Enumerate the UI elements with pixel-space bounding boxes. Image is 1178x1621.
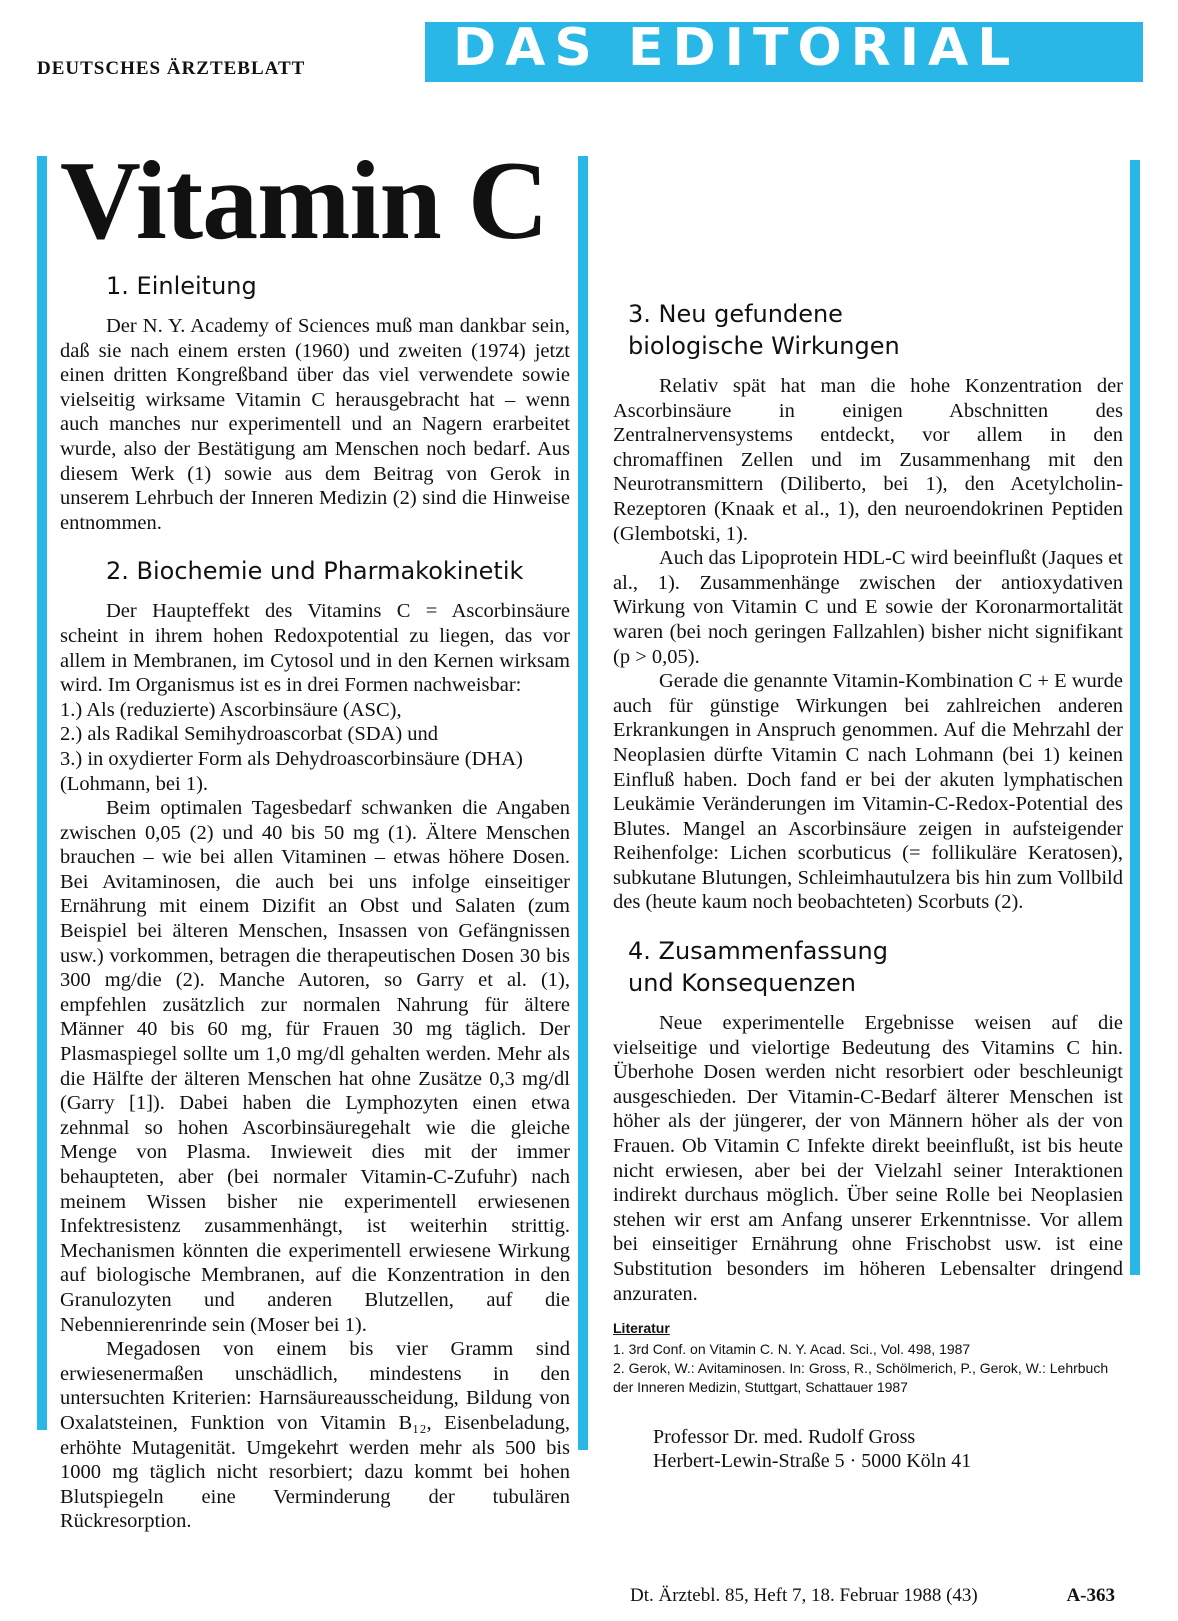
section-3-paragraph-1: Relativ spät hat man die hohe Konzentration der Ascorbinsäure in einigen Abschnitten des Zentralnervensystems entdeckt, vor allem in den chromaffinen Zellen und im Zusammenhang mit den Neurotransmittern (Diliberto, bei 1), den Acetylcholin-Rezeptoren (Knaak et al., 1), den neuroendokrinen Peptiden (Glembotski, 1).	[613, 375, 1123, 545]
right-column-content	[613, 298, 1123, 1473]
section-4-heading-line-2: und Konsequenzen	[628, 969, 856, 998]
section-4-heading-line-1: 4. Zusammenfassung	[628, 937, 888, 966]
section-2-paragraph-2: Beim optimalen Tagesbedarf schwanken die Angaben zwischen 0,05 (2) und 40 bis 50 mg (1). Ältere Menschen brauchen – wie bei allen Vitaminen – etwas höhere Dosen. Bei Avitaminosen, die auch bei uns infolge einseitiger Ernährung mit einem Dizifit an Obst und Salaten (zum Beispiel bei älteren Menschen, Insassen von Gefängnissen usw.) vorkommen, betragen die therapeutischen Dosen 30 bis 300 mg/die (2). Manche Autoren, so Garry et al. (1), empfehlen zusätzlich zur normalen Nahrung für ältere Männer 40 bis 60 mg, für Frauen 30 mg täglich. Der Plasmaspiegel sollte um 1,0 mg/dl gehalten werden. Mehr als die Hälfte der älteren Menschen hat ohne Zusätze 0,3 mg/dl (Garry [1]). Dabei haben die Lymphozyten einen etwa zehnmal so hohen Ascorbinsäuregehalt wie die gleiche Menge von Plasma. Inwieweit dies mit der immer behaupteten, aber (bei normaler Vitamin-C-Zufuhr) nach meinem Wissen bisher nie experimentell erwiesenen Infektresistenz zusammenhängt, ist weiterhin strittig. Mechanismen könnten die experimentell erwiesene Wirkung auf biologische Membranen, auf die Konzentration in den Granulozyten und anderen Blutzellen, auf die Nebennierenrinde sein (Moser bei 1).	[60, 797, 570, 1336]
right-accent-rule	[1130, 160, 1140, 1275]
section-2-list-item-3: 3.) in oxydierter Form als Dehydroascorbinsäure (DHA) (Lohmann, bei 1).	[60, 747, 523, 795]
author-address: Herbert-Lewin-Straße 5 · 5000 Köln 41	[653, 1450, 972, 1473]
section-4-heading	[613, 935, 1123, 999]
page-number: A-363	[1066, 1585, 1115, 1606]
left-accent-rule	[37, 156, 47, 1430]
page-footer	[630, 1585, 1115, 1607]
footer-citation: Dt. Ärztebl. 85, Heft 7, 18. Februar 1988 (43)	[630, 1585, 978, 1606]
section-2-list-item-2: 2.) als Radikal Semihydroascorbat (SDA) und	[60, 723, 439, 746]
section-3-paragraph-3: Gerade die genannte Vitamin-Kombination C + E wurde auch für günstige Wirkungen bei zahlreichen anderen Erkrankungen in Anspruch genommen. Auf die Mehrzahl der Neoplasien dürfte Vitamin C nach Lohmann (bei 1) keinen Einfluß haben. Doch fand er bei der akuten lymphatischen Leukämie Veränderungen im Vitamin-C-Redox-Potential des Blutes. Mangel an Ascorbinsäure zeigen in aufsteigender Reihenfolge: Lichen scorbuticus (= follikuläre Keratosen), subkutane Blutungen, Schleimhautulzera bis hin zum Vollbild des (heute kaum noch beobachteten) Scorbuts (2).	[613, 670, 1123, 914]
section-2-list-item-1: 1.) Als (reduzierte) Ascorbinsäure (ASC),	[60, 698, 402, 721]
section-1-paragraph: Der N. Y. Academy of Sciences muß man dankbar sein, daß sie nach einem ersten (1960) und zweiten (1974) jetzt einen dritten Kongreßband über das viel verwendete sowie vielseitig wirksame Vitamin C herausgebracht hat – wenn auch manches nur experimentell und an Nagern erarbeitet wurde, also der Bestätigung am Menschen noch bedarf. Aus diesem Werk (1) sowie aus dem Beitrag von Gerok in unserem Lehrbuch der Inneren Medizin (2) sind die Hinweise entnommen.	[60, 315, 570, 534]
literature-heading: Literatur	[613, 1320, 670, 1337]
literature-reference-2: 2. Gerok, W.: Avitaminosen. In: Gross, R., Schölmerich, P., Gerok, W.: Lehrbuch der Inneren Medizin, Stuttgart, Schattauer 1987	[613, 1360, 1109, 1396]
section-4-paragraph: Neue experimentelle Ergebnisse weisen auf die vielseitige und vielortige Bedeutung des Vitamins C hin. Überhohe Dosen werden nicht resorbiert oder beschleunigt ausgeschieden. Der Vitamin-C-Bedarf älterer Menschen ist höher als der jüngerer, der von Männern höher als der von Frauen. Ob Vitamin C Infekte direkt beeinflußt, ist bis heute nicht erwiesen, aber bei der Vielzahl seiner Interaktionen indirekt durchaus möglich. Über seine Rolle bei Neoplasien stehen wir erst am Anfang unserer Erkenntnisse. Vor allem bei einseitiger Ernährung ohne Frischobst usw. ist eine Substitution besonders im höheren Lebensalter dringend anzuraten.	[613, 1012, 1123, 1305]
journal-name: DEUTSCHES ÄRZTEBLATT	[37, 58, 306, 79]
section-2-paragraph-1: Der Haupteffekt des Vitamins C = Ascorbinsäure scheint in ihrem hohen Redoxpotential zu liegen, das vor allem in Membranen, im Cytosol und in den Kernen wirksam wird. Im Organismus ist es in drei Formen nachweisbar:	[60, 600, 570, 697]
author-block	[613, 1425, 1123, 1473]
section-3-paragraph-2: Auch das Lipoprotein HDL-C wird beeinflußt (Jaques et al., 1). Zusammenhänge zwischen der antioxydativen Wirkung von Vitamin C und E sowie der Koronarmortalität waren (bei noch geringen Fallzahlen) bisher nicht signifikant (p > 0,05).	[613, 547, 1123, 668]
section-3-heading-line-1: 3. Neu gefundene	[628, 300, 843, 328]
author-name: Professor Dr. med. Rudolf Gross	[653, 1426, 916, 1449]
section-banner: DAS EDITORIAL	[425, 22, 1143, 82]
literature-reference-1: 1. 3rd Conf. on Vitamin C. N. Y. Acad. Sci., Vol. 498, 1987	[613, 1341, 971, 1358]
section-3-heading	[613, 298, 1123, 362]
section-3-heading-line-2: biologische Wirkungen	[628, 332, 900, 360]
article-title: Vitamin C	[60, 139, 548, 263]
section-2-heading: 2. Biochemie und Pharmakokinetik	[106, 557, 524, 586]
section-2-paragraph-3: Megadosen von einem bis vier Gramm sind erwiesenermaßen unschädlich, mindestens in den untersuchten Kriterien: Harnsäureausscheidung, Bildung von Oxalatsteinen, Funktion von Vitamin B₁₂, Eisenbeladung, erhöhte Mutagenität. Umgekehrt werden mehr als 500 bis 1000 mg täglich nicht resorbiert; dazu kommt bei hohen Blutspiegeln eine Verminderung der tubulären Rückresorption.	[60, 1338, 570, 1533]
left-column	[60, 139, 570, 1534]
section-1-heading: 1. Einleitung	[106, 272, 257, 300]
middle-accent-rule	[578, 156, 588, 1450]
